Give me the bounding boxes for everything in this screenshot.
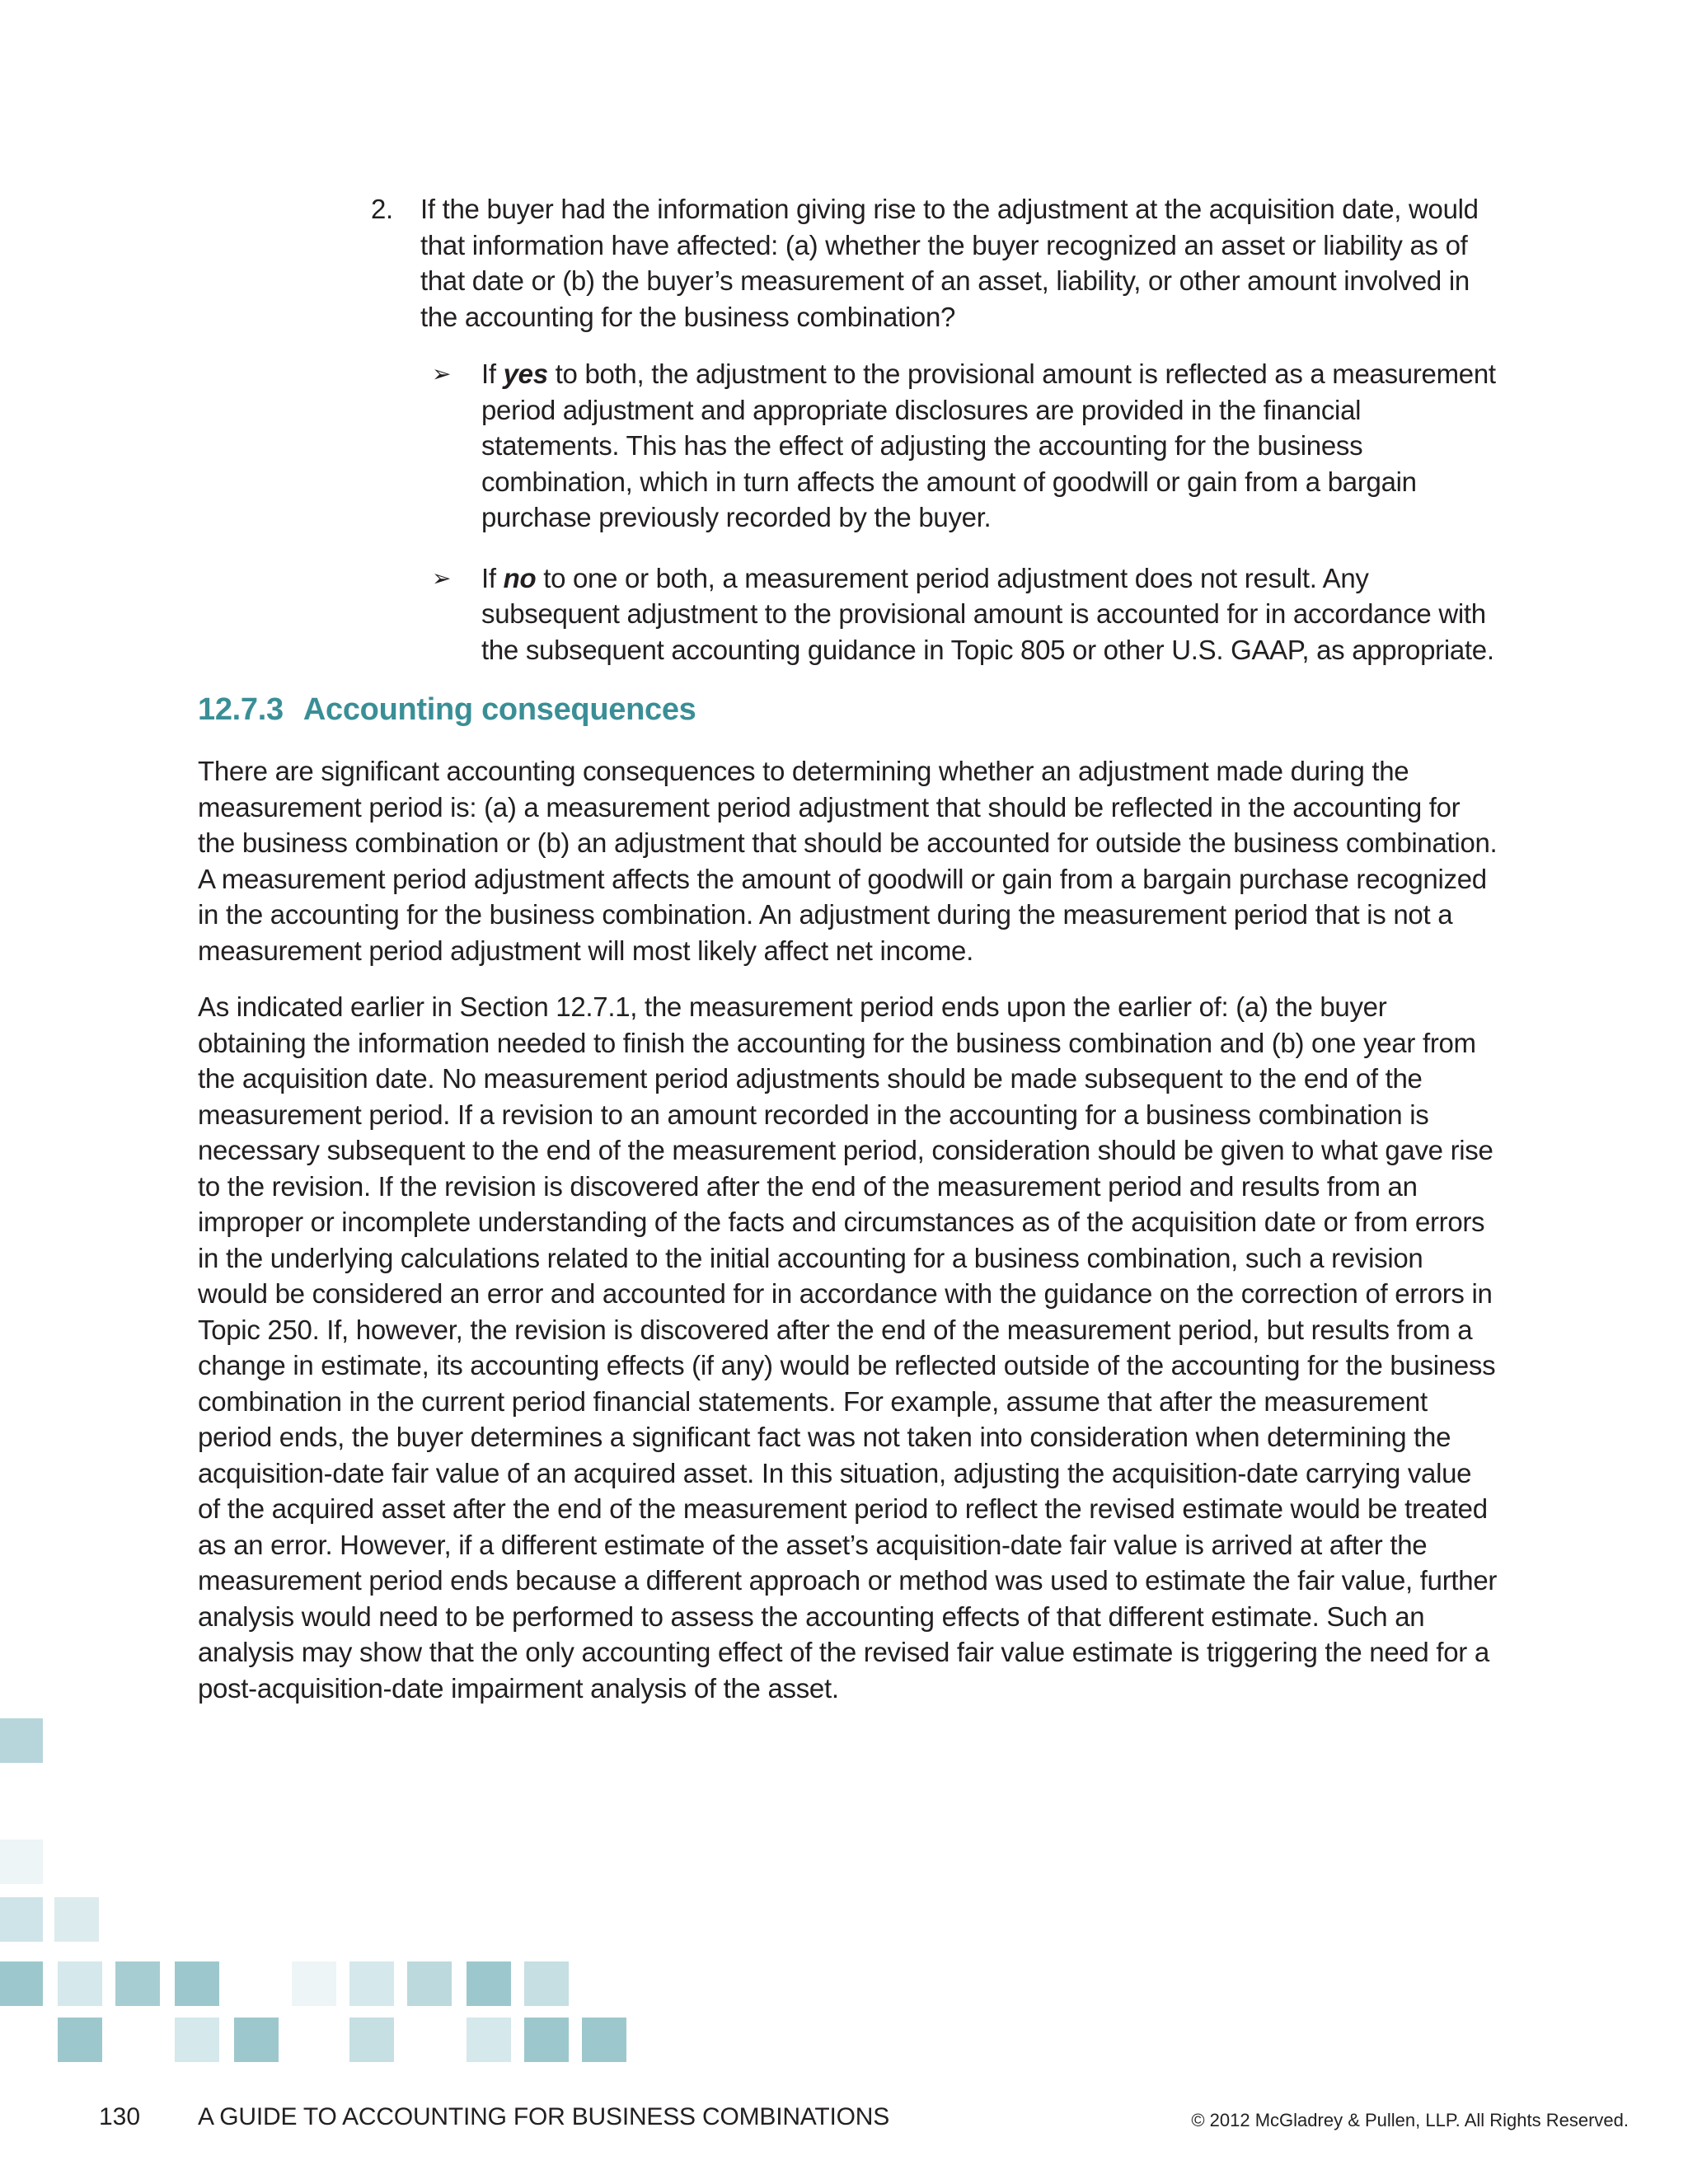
paragraph-1: There are significant accounting consequences to determining whether an adjustment made during the measurement period is: (a) a measurement period adjustment that should be reflected in the accounting for the business combination or (b) an adjustment that should be accounted for outside the business combination. A measurement period adjustment affects the amount of goodwill or gain from a bargain purchase recognized in the accounting for the business combination. An adjustment during the measurement period that is not a measurement period adjustment will most likely affect net income. [198, 756, 1498, 966]
bullet-emphasis: yes [503, 359, 548, 389]
bullet-no [432, 560, 1503, 668]
footer-title: A GUIDE TO ACCOUNTING FOR BUSINESS COMBINATIONS [198, 2103, 890, 2130]
decor-square [0, 1961, 43, 2006]
decor-square [0, 1718, 43, 1763]
decor-square [0, 1897, 43, 1942]
page-number: 130 [99, 2103, 141, 2130]
paragraph-2: As indicated earlier in Section 12.7.1, the measurement period ends upon the earlier of: (a) the buyer obtaining the information needed to finish the accounting for the business combination and (b) one year from the acquisition date. No measurement period adjustments should be made subsequent to the end of the measurement period. If a revision to an amount recorded in the accounting for a business combination is necessary subsequent to the end of the measurement period, consideration should be given to what gave rise to the revision. If the revision is discovered after the end of the measurement period and results from an improper or incomplete understanding of the facts and circumstances as of the acquisition date or from errors in the underlying calculations related to the initial accounting for a business combination, such a revision would be considered an error and accounted for in accordance with the guidance on the correction of errors in Topic 250. If, however, the revision is discovered after the end of the measurement period, but results from a change in estimate, its accounting effects (if any) would be reflected outside of the accounting for the business combination in the current period financial statements. For example, assume that after the measurement period ends, the buyer determines a significant fact was not taken into consideration when determining the acquisition-date fair value of an acquired asset. In this situation, adjusting the acquisition-date carrying value of the acquired asset after the end of the measurement period to reflect the revised estimate would be treated as an error. However, if a different estimate of the asset’s acquisition-date fair value is arrived at after the measurement period ends because a different approach or method was used to estimate the fair value, further analysis would need to be performed to assess the accounting effects of that different estimate. Such an analysis may show that the only accounting effect of the revised fair value estimate is triggering the need for a post-acquisition-date impairment analysis of the asset. [198, 991, 1498, 1704]
decor-square [0, 1840, 43, 1884]
decor-square [175, 2018, 219, 2062]
bullet-body: to one or both, a measurement period adjustment does not result. Any subsequent adjustment to the provisional amount is accounted for in accordance with the subsequent accounting guidance in Topic 805 or other U.S. GAAP, as appropriate. [481, 562, 1494, 665]
arrow-bullet-icon: ➢ [432, 565, 452, 591]
section-number: 12.7.3 [198, 692, 284, 727]
decor-square [524, 2018, 569, 2062]
decor-square [524, 1961, 569, 2006]
section-title: Accounting consequences [302, 692, 696, 727]
decor-square [58, 1961, 102, 2006]
decor-square [407, 1961, 452, 2006]
decor-square [467, 1961, 511, 2006]
section-heading [198, 692, 696, 728]
decor-square [58, 2018, 102, 2062]
decor-square [234, 2018, 279, 2062]
bullet-body: to both, the adjustment to the provisional amount is reflected as a measurement period adjustment and appropriate disclosures are provided in the financial statements. This has the effect of adjusting the accounting for the business combination, which in turn affects the amount of goodwill or gain from a bargain purchase previously recorded by the buyer. [481, 359, 1496, 532]
item-text: If the buyer had the information giving rise to the adjustment at the acquisition date, would that information have affected: (a) whether the buyer recognized an asset or liability as of that date or (b) the buyer’s measurement of an asset, liability, or other amount involved in the accounting for the business combination? [420, 194, 1479, 332]
decor-square [292, 1961, 336, 2006]
bullet-yes [432, 356, 1503, 536]
decor-square [467, 2018, 511, 2062]
decor-square [115, 1961, 160, 2006]
decor-square [349, 1961, 394, 2006]
bullet-prefix: If [481, 562, 504, 593]
numbered-item [371, 191, 1500, 335]
decor-square [582, 2018, 626, 2062]
decor-square [54, 1897, 99, 1942]
decor-square [349, 2018, 394, 2062]
bullet-emphasis: no [503, 562, 537, 593]
bullet-text [481, 560, 1503, 668]
bullet-prefix: If [481, 359, 504, 389]
bullet-list [432, 356, 1503, 668]
bullet-text [481, 356, 1503, 536]
copyright-notice: © 2012 McGladrey & Pullen, LLP. All Rights Reserved. [1191, 2110, 1629, 2130]
item-number: 2. [371, 194, 393, 224]
decor-square [175, 1961, 219, 2006]
arrow-bullet-icon: ➢ [432, 361, 452, 387]
